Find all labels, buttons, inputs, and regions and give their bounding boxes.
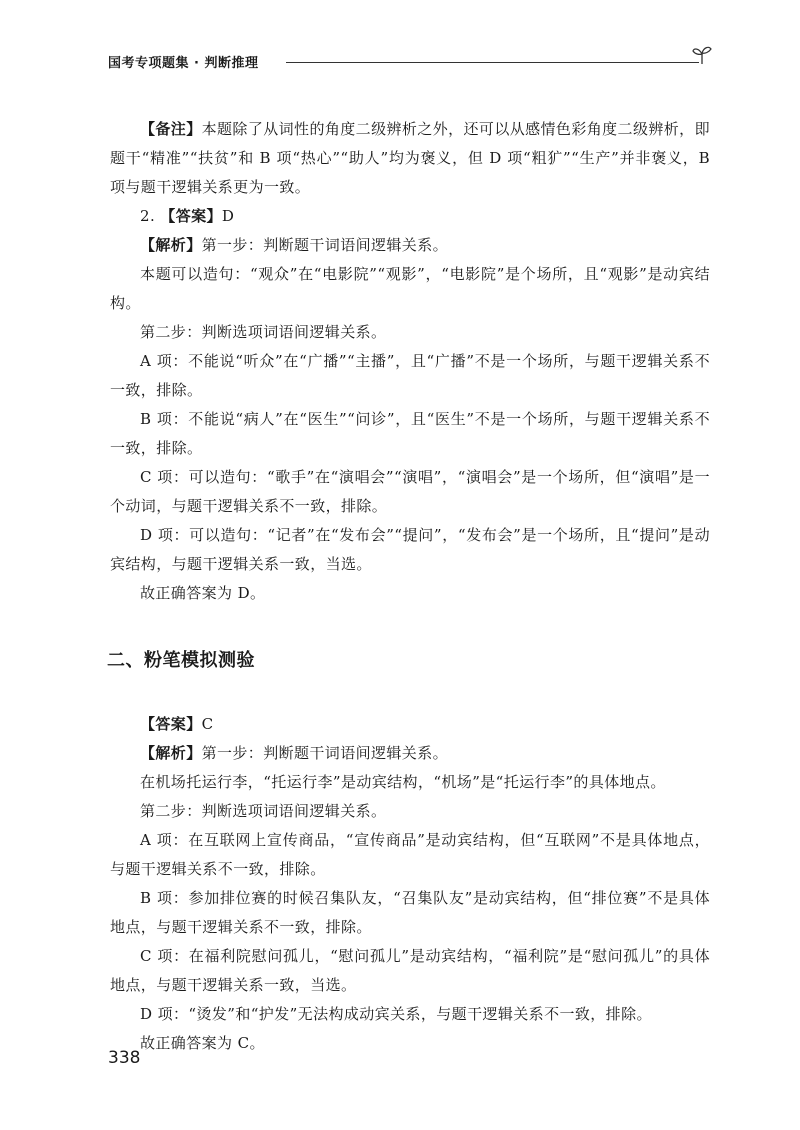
analysis-line	[110, 231, 710, 260]
step2-line: 第二步：判断选项词语间逻辑关系。	[140, 323, 387, 341]
answer-line	[110, 710, 710, 739]
analysis-paragraph: 在机场托运行李，“托运行李”是动宾结构，“机场”是“托运行李”的具体地点。	[140, 773, 666, 791]
step2-line: 第二步：判断选项词语间逻辑关系。	[140, 802, 387, 820]
analysis-step1: 第一步：判断题干词语间逻辑关系。	[201, 236, 449, 254]
option-c-analysis: C 项：可以造句：“歌手”在“演唱会”“演唱”，“演唱会”是一个场所，但“演唱”是一个动词，与题干逻辑关系不一致，排除。	[110, 468, 710, 515]
answer-label: 【答案】	[140, 715, 202, 733]
answer-value: D	[221, 207, 235, 225]
answer-line	[110, 202, 710, 231]
sprout-icon	[691, 44, 713, 66]
option-b-analysis: B 项：参加排位赛的时候召集队友，“召集队友”是动宾结构，但“排位赛”不是具体地点，与题干逻辑关系不一致，排除。	[110, 889, 710, 936]
running-header	[108, 50, 713, 74]
note-paragraph	[110, 115, 710, 202]
conclusion: 故正确答案为 D。	[140, 584, 266, 602]
header-title: 国考专项题集 · 判断推理	[108, 56, 259, 71]
option-c-analysis: C 项：在福利院慰问孤儿，“慰问孤儿”是动宾结构，“福利院”是“慰问孤儿”的具体地点，与题干逻辑关系一致，当选。	[110, 947, 710, 994]
option-b-analysis: B 项：不能说“病人”在“医生”“问诊”，且“医生”不是一个场所，与题干逻辑关系不一致，排除。	[110, 410, 710, 457]
analysis-label: 【解析】	[140, 744, 202, 762]
note-label: 【备注】	[140, 120, 202, 138]
option-a-analysis: A 项：在互联网上宣传商品，“宣传商品”是动宾结构，但“互联网”不是具体地点，与题干逻辑关系不一致，排除。	[110, 831, 710, 878]
option-d-analysis: D 项：可以造句：“记者”在“发布会”“提问”，“发布会”是一个场所，且“提问”是动宾结构，与题干逻辑关系一致，当选。	[110, 526, 710, 573]
analysis-step1: 第一步：判断题干词语间逻辑关系。	[201, 744, 449, 762]
option-d-analysis: D 项：“烫发”和“护发”无法构成动宾关系，与题干逻辑关系不一致，排除。	[140, 1005, 652, 1023]
analysis-paragraph: 本题可以造句：“观众”在“电影院”“观影”，“电影院”是个场所，且“观影”是动宾结构。	[110, 265, 710, 312]
answer-label: 【答案】	[160, 207, 222, 225]
header-rule	[286, 62, 699, 63]
note-text: 本题除了从词性的角度二级辨析之外，还可以从感情色彩角度二级辨析，即题干“精准”“扶贫”和 B 项“热心”“助人”均为褒义，但 D 项“粗犷”“生产”并非褒义，B 项与题干逻辑关系更为一致。	[110, 120, 710, 196]
conclusion: 故正确答案为 C。	[140, 1034, 265, 1052]
analysis-line	[110, 739, 710, 768]
answer-value: C	[201, 715, 214, 733]
question-number: 2.	[140, 207, 156, 225]
section-title: 二、粉笔模拟测验	[107, 650, 255, 671]
page-number: 338	[108, 1048, 141, 1068]
analysis-label: 【解析】	[140, 236, 202, 254]
option-a-analysis: A 项：不能说“听众”在“广播”“主播”，且“广播”不是一个场所，与题干逻辑关系不一致，排除。	[110, 352, 710, 399]
